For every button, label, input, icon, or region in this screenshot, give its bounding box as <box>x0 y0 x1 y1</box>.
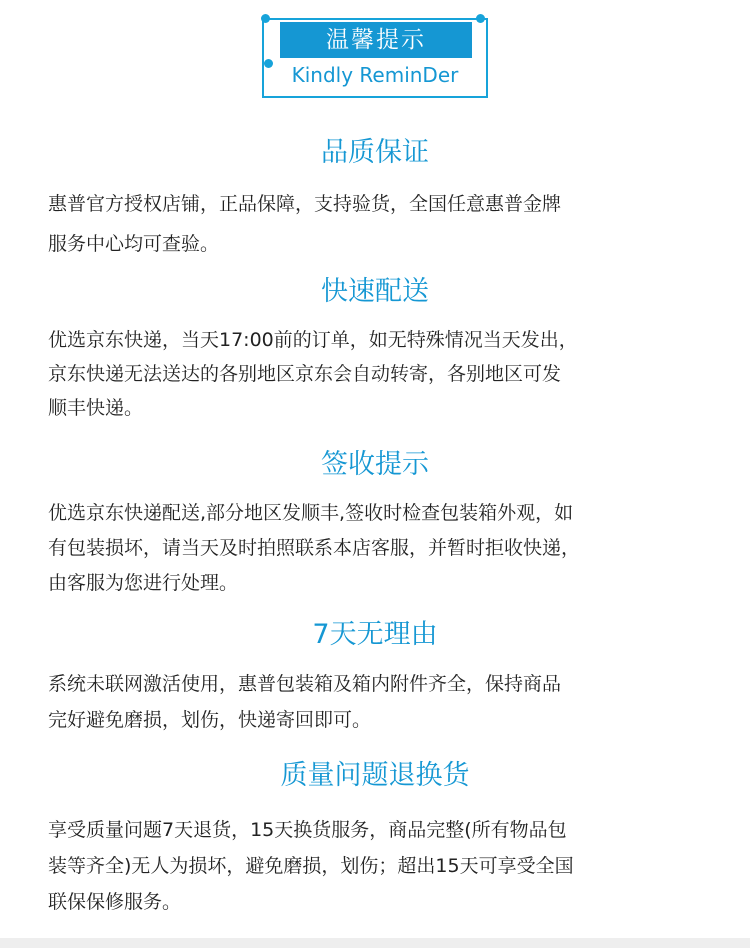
section-title-quality: 品质保证 <box>321 137 429 168</box>
section-title-delivery: 快速配送 <box>321 276 429 307</box>
section-body-line: 由客服为您进行处理。 <box>48 572 239 594</box>
header-title: 温馨提示 <box>326 27 426 53</box>
section-body-line: 有包装损坏，请当天及时拍照联系本店客服，并暂时拒收快递， <box>48 537 581 559</box>
section-body-line: 服务中心均可查验。 <box>48 233 220 255</box>
section-body-7day-return <box>48 666 718 738</box>
section-body-line: 联保保修服务。 <box>48 891 182 913</box>
section-body-delivery <box>48 323 718 425</box>
section-body-line: 系统未联网激活使用，惠普包装箱及箱内附件齐全，保持商品 <box>48 673 562 695</box>
section-body-quality-return <box>48 812 718 920</box>
section-body-quality <box>48 184 718 264</box>
section-title-signing: 签收提示 <box>321 449 429 480</box>
badge-dot-top-left <box>261 14 270 23</box>
section-body-line: 优选京东快递配送,部分地区发顺丰,签收时检查包装箱外观，如 <box>48 502 574 524</box>
header-subtitle: Kindly ReminDer <box>291 63 459 87</box>
section-body-line: 享受质量问题7天退货，15天换货服务，商品完整(所有物品包 <box>48 819 567 841</box>
section-body-line: 京东快递无法送达的各别地区京东会自动转寄，各别地区可发 <box>48 363 562 385</box>
bottom-divider <box>0 938 750 948</box>
section-body-line: 顺丰快递。 <box>48 397 144 419</box>
section-body-line: 装等齐全)无人为损坏，避免磨损，划伤；超出15天可享受全国 <box>48 855 574 877</box>
section-body-line: 完好避免磨损，划伤，快递寄回即可。 <box>48 709 372 731</box>
section-body-signing <box>48 496 718 601</box>
section-body-line: 惠普官方授权店铺，正品保障，支持验货，全国任意惠普金牌 <box>48 193 562 215</box>
section-title-quality-return: 质量问题退换货 <box>280 760 470 791</box>
badge-dot-top-right <box>476 14 485 23</box>
section-title-7day-return: 7天无理由 <box>312 619 438 650</box>
section-body-line: 优选京东快递，当天17:00前的订单，如无特殊情况当天发出， <box>48 329 578 351</box>
